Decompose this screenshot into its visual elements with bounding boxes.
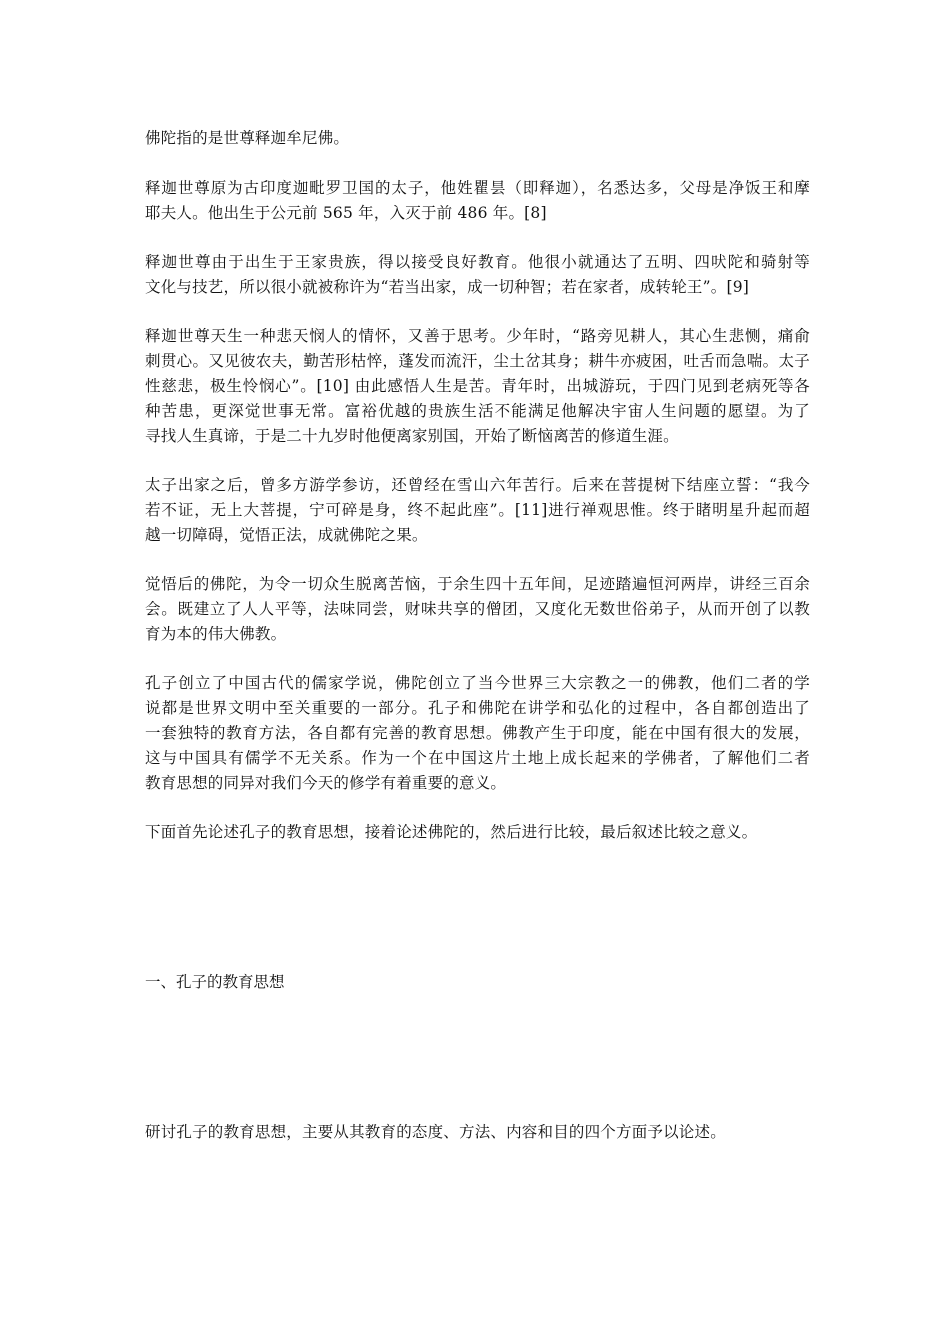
text-line: 佛陀指的是世尊释迦牟尼佛。	[145, 129, 350, 147]
paragraph-enlightenment	[145, 572, 810, 647]
text-line: 会。既建立了人人平等，法味同尝，财味共享的僧团，又度化无数世俗弟子，从而开创了以教	[145, 600, 810, 618]
text-line: 文化与技艺，所以很小就被称许为“若当出家，成一切种智；若在家者，成转轮王”。[9]	[145, 278, 750, 296]
paragraph-compassion	[145, 324, 810, 449]
text-line: 觉悟后的佛陀，为令一切众生脱离苦恼，于余生四十五年间，足迹踏遍恒河两岸，讲经三百余	[145, 575, 810, 593]
text-line: 这与中国具有儒学不无关系。作为一个在中国这片土地上成长起来的学佛者，了解他们二者	[145, 749, 810, 767]
text-line: 下面首先论述孔子的教育思想，接着论述佛陀的，然后进行比较，最后叙述比较之意义。	[145, 823, 758, 841]
text-line: 孔子创立了中国古代的儒家学说，佛陀创立了当今世界三大宗教之一的佛教，他们二者的学	[145, 674, 810, 692]
text-line: 性慈悲，极生怜悯心”。[10] 由此感悟人生是苦。青年时，出城游玩，于四门见到老病死等各	[145, 377, 810, 395]
paragraph-shakyamuni-origin	[145, 176, 810, 226]
paragraph-section-intro	[145, 1120, 810, 1145]
text-line: 释迦世尊由于出生于王家贵族，得以接受良好教育。他很小就通达了五明、四吠陀和骑射等	[145, 253, 810, 271]
text-line: 太子出家之后，曾多方游学参访，还曾经在雪山六年苦行。后来在菩提树下结座立誓：“我今	[145, 476, 810, 494]
paragraph-outline	[145, 820, 810, 845]
section-heading: 一、孔子的教育思想	[145, 973, 285, 991]
text-line: 种苦患，更深觉世事无常。富裕优越的贵族生活不能满足他解决宇宙人生问题的愿望。为了	[145, 402, 810, 420]
text-line: 刺贯心。又见彼农夫，勤苦形枯悴，蓬发而流汗，尘土岔其身；耕牛亦疲困，吐舌而急喘。太子	[145, 352, 810, 370]
text-line: 寻找人生真谛，于是二十九岁时他便离家别国，开始了断恼离苦的修道生涯。	[145, 427, 679, 445]
paragraph-education	[145, 250, 810, 300]
text-line: 说都是世界文明中至关重要的一部分。孔子和佛陀在讲学和弘化的过程中，各自都创造出了	[145, 699, 810, 717]
paragraph-renunciation	[145, 473, 810, 548]
text-line: 释迦世尊原为古印度迦毗罗卫国的太子，他姓瞿昙（即释迦），名悉达多，父母是净饭王和摩	[145, 179, 810, 197]
text-line: 释迦世尊天生一种悲天悯人的情怀，又善于思考。少年时，“路旁见耕人，其心生悲恻，痛俞	[145, 327, 810, 345]
text-line: 教育思想的同异对我们今天的修学有着重要的意义。	[145, 774, 507, 792]
text-line: 一套独特的教育方法，各自都有完善的教育思想。佛教产生于印度，能在中国有很大的发展，	[145, 724, 810, 742]
paragraph-confucius-buddha	[145, 671, 810, 796]
text-line: 若不证，无上大菩提，宁可碎是身，终不起此座”。[11]进行禅观思惟。终于睹明星升起而超	[145, 501, 810, 519]
paragraph-buddha-definition	[145, 126, 810, 151]
text-line: 耶夫人。他出生于公元前 565 年，入灭于前 486 年。[8]	[145, 204, 547, 222]
text-line: 越一切障碍，觉悟正法，成就佛陀之果。	[145, 526, 428, 544]
text-line: 育为本的伟大佛教。	[145, 625, 287, 643]
text-line: 研讨孔子的教育思想，主要从其教育的态度、方法、内容和目的四个方面予以论述。	[145, 1123, 726, 1141]
